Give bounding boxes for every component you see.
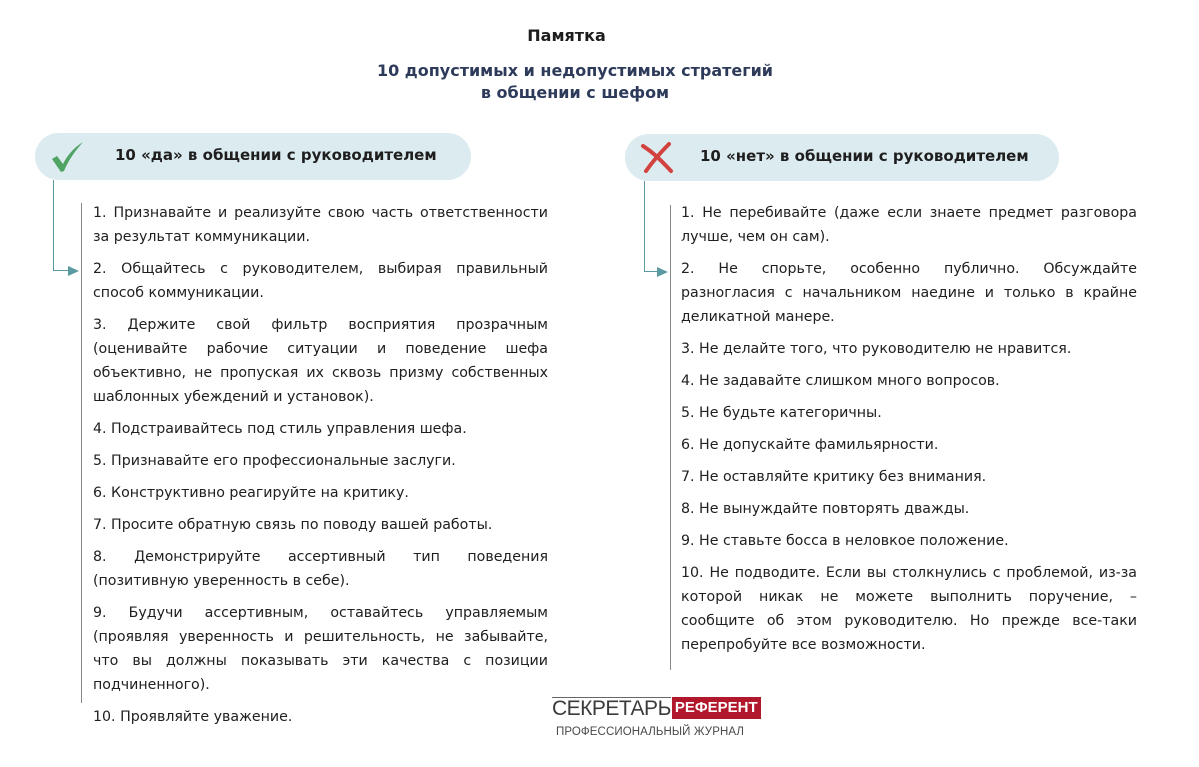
list-item: 2. Не спорьте, особенно публично. Обсуждайте разногласия с начальником наедине и только в крайне деликатной манере.: [681, 261, 1137, 325]
dont-section-heading: 10 «нет» в общении с руководителем: [700, 147, 1029, 165]
list-item: 7. Не оставляйте критику без внимания.: [681, 469, 987, 485]
checkmark-icon: [49, 140, 85, 174]
list-item: 1. Не перебивайте (даже если знаете предмет разговора лучше, чем он сам).: [681, 205, 1137, 245]
title-line-1: 10 допустимых и недопустимых стратегий: [376, 61, 774, 80]
logo-secretary: СЕКРЕТАРЬ: [552, 697, 671, 720]
list-item: 8. Демонстрируйте ассертивный тип поведения (позитивную уверенность в себе).: [93, 549, 548, 589]
list-item: 3. Не делайте того, что руководителю не нравится.: [681, 341, 1072, 357]
list-item: 9. Не ставьте босса в неловкое положение.: [681, 533, 1009, 549]
do-connector-arrow: [68, 266, 79, 276]
do-list: [93, 201, 548, 737]
do-section-header: [35, 133, 471, 180]
title-line-2: в общении с шефом: [480, 83, 670, 102]
list-item: 10. Проявляйте уважение.: [93, 709, 293, 725]
list-item: 5. Признавайте его профессиональные заслуги.: [93, 453, 456, 469]
dont-list: [681, 201, 1137, 665]
list-item: 9. Будучи ассертивным, оставайтесь управляемым (проявляя уверенность и решительность, не забывайте, что вы должны показывать эти качества с позиции подчиненного).: [93, 605, 548, 693]
list-item: 1. Признавайте и реализуйте свою часть ответственности за результат коммуникации.: [93, 205, 548, 245]
cross-icon: [639, 141, 675, 175]
dont-list-rule: [670, 205, 671, 670]
do-connector-line: [53, 180, 71, 271]
list-item: 7. Просите обратную связь по поводу вашей работы.: [93, 517, 493, 533]
list-item: 2. Общайтесь с руководителем, выбирая правильный способ коммуникации.: [93, 261, 548, 301]
do-list-rule: [81, 203, 82, 703]
list-item: 5. Не будьте категоричны.: [681, 405, 882, 421]
list-item: 6. Не допускайте фамильярности.: [681, 437, 939, 453]
dont-section-header: [625, 134, 1059, 181]
list-item: 6. Конструктивно реагируйте на критику.: [93, 485, 409, 501]
memo-label: Памятка: [527, 26, 606, 45]
dont-connector-arrow: [657, 267, 668, 277]
list-item: 10. Не подводите. Если вы столкнулись с проблемой, из-за которой никак не можете выполнить поручение, – сообщите об этом руководителю. Но прежде все-таки перепробуйте все возможности.: [681, 565, 1137, 653]
page-title: [0, 60, 1150, 104]
list-item: 4. Не задавайте слишком много вопросов.: [681, 373, 1000, 389]
do-section-heading: 10 «да» в общении с руководителем: [115, 146, 437, 164]
logo-subtitle: ПРОФЕССИОНАЛЬНЫЙ ЖУРНАЛ: [556, 726, 745, 738]
logo-referent: РЕФЕРЕНТ: [672, 697, 761, 719]
list-item: 3. Держите свой фильтр восприятия прозрачным (оценивайте рабочие ситуации и поведение шефа объективно, не пропуская их сквозь призму собственных шаблонных убеждений и установок).: [93, 317, 548, 405]
list-item: 8. Не вынуждайте повторять дважды.: [681, 501, 970, 517]
dont-connector-line: [644, 181, 660, 272]
publisher-logo: [552, 697, 761, 719]
list-item: 4. Подстраивайтесь под стиль управления шефа.: [93, 421, 467, 437]
